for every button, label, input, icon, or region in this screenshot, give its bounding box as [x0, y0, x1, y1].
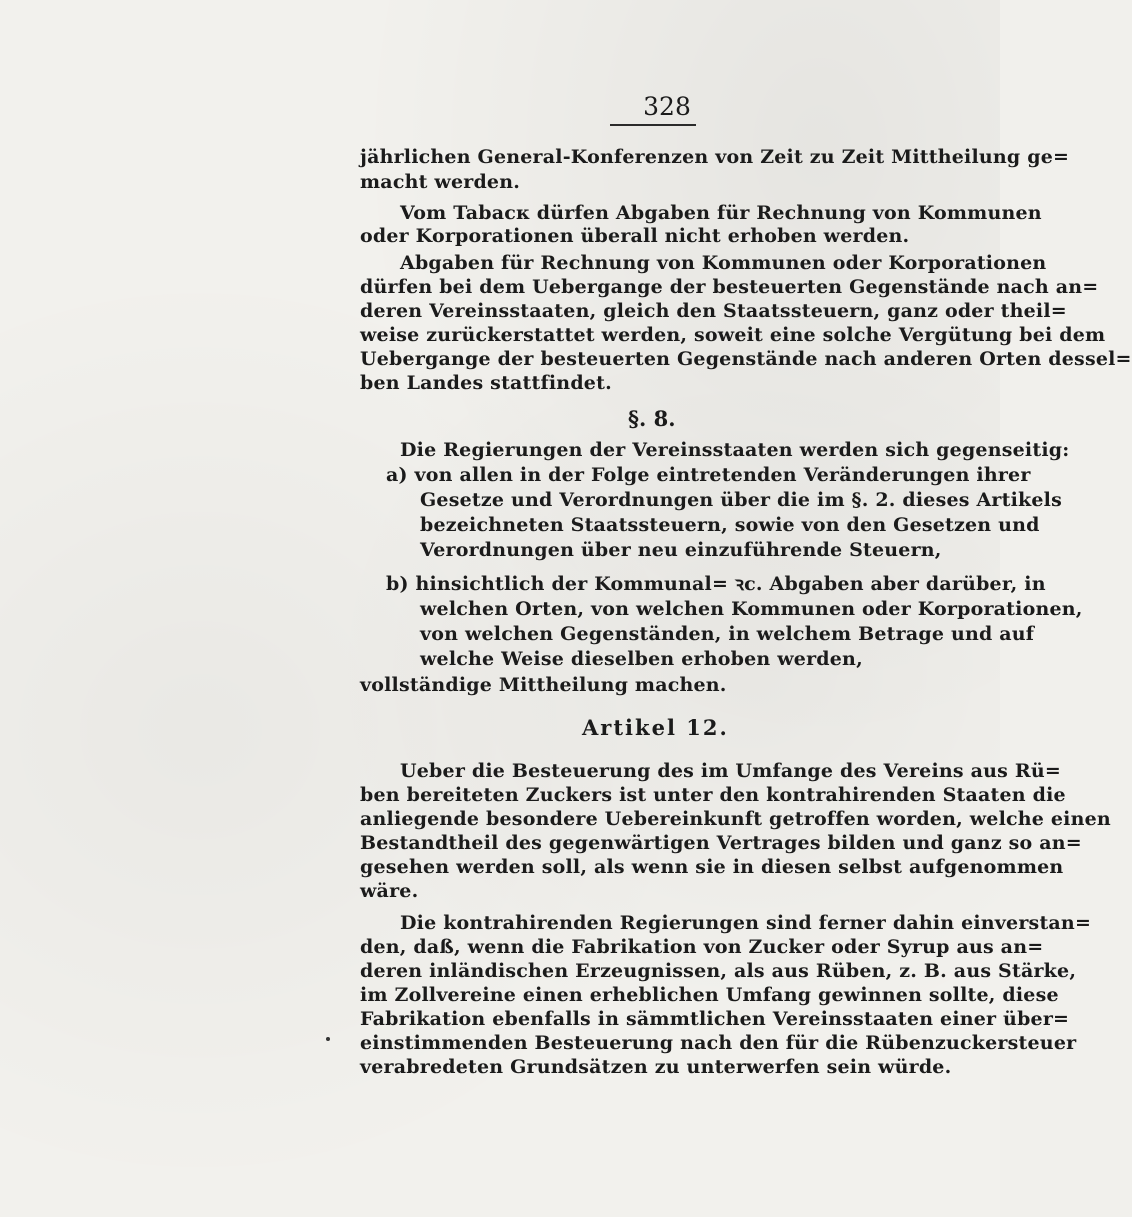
text-line: ben Landes stattfindet. — [360, 372, 612, 394]
text-line: vollständige Mittheilung machen. — [360, 674, 727, 696]
text-line: Ueber die Besteuerung des im Umfange des Vereins aus Rü= — [400, 760, 1061, 782]
text-line: Die Regierungen der Vereinsstaaten werden sich gegenseitig: — [400, 439, 1070, 461]
page-number-rule — [610, 124, 696, 126]
list-item-line: welche Weise dieselben erhoben werden, — [420, 648, 863, 670]
text-line: dürfen bei dem Uebergange der besteuerten Gegenstände nach an= — [360, 276, 1099, 298]
text-line: verabredeten Grundsätzen zu unterwerfen sein würde. — [360, 1056, 952, 1078]
text-line: den, daß, wenn die Fabrikation von Zucker oder Syrup aus an= — [360, 936, 1044, 958]
text-line: deren inländischen Erzeugnissen, als aus Rüben, z. B. aus Stärke, — [360, 960, 1077, 982]
list-item-line: b) hinsichtlich der Kommunal= ꝛc. Abgaben aber darüber, in — [386, 573, 1046, 595]
page-number: 328 — [643, 92, 691, 121]
text-line: Uebergange der besteuerten Gegenstände nach anderen Orten dessel= — [360, 348, 1132, 370]
text-line: oder Korporationen überall nicht erhoben werden. — [360, 225, 910, 247]
text-line: deren Vereinsstaaten, gleich den Staatssteuern, ganz oder theil= — [360, 300, 1067, 322]
text-line: weise zurückerstattet werden, soweit eine solche Vergütung bei dem — [360, 324, 1106, 346]
list-item-line: Gesetze und Verordnungen über die im §. 2. dieses Artikels — [420, 489, 1062, 511]
text-line: einstimmenden Besteuerung nach den für die Rübenzuckersteuer — [360, 1032, 1077, 1054]
section-heading: §. 8. — [628, 406, 676, 431]
text-line: Fabrikation ebenfalls in sämmtlichen Vereinsstaaten einer über= — [360, 1008, 1070, 1030]
text-line: Die kontrahirenden Regierungen sind ferner dahin einverstan= — [400, 912, 1092, 934]
text-line: Vom Tabacк dürfen Abgaben für Rechnung von Kommunen — [400, 202, 1042, 224]
text-line: im Zollvereine einen erheblichen Umfang gewinnen sollte, diese — [360, 984, 1059, 1006]
list-item-line: a) von allen in der Folge eintretenden Veränderungen ihrer — [386, 464, 1031, 486]
list-item-line: bezeichneten Staatssteuern, sowie von den Gesetzen und — [420, 514, 1040, 536]
list-item-line: Verordnungen über neu einzuführende Steuern, — [420, 539, 942, 561]
list-item-line: von welchen Gegenständen, in welchem Betrage und auf — [420, 623, 1035, 645]
margin-mark — [326, 1037, 330, 1041]
text-line: anliegende besondere Uebereinkunft getroffen worden, welche einen — [360, 808, 1111, 830]
text-line: Abgaben für Rechnung von Kommunen oder Korporationen — [400, 252, 1047, 274]
text-line: jährlichen General-Konferenzen von Zeit zu Zeit Mittheilung ge= — [360, 146, 1070, 168]
text-line: macht werden. — [360, 171, 521, 193]
text-line: ben bereiteten Zuckers ist unter den kontrahirenden Staaten die — [360, 784, 1066, 806]
list-item-line: welchen Orten, von welchen Kommunen oder Korporationen, — [420, 598, 1083, 620]
text-line: gesehen werden soll, als wenn sie in diesen selbst aufgenommen — [360, 856, 1064, 878]
text-line: Bestandtheil des gegenwärtigen Vertrages bilden und ganz so an= — [360, 832, 1082, 854]
text-line: wäre. — [360, 880, 419, 902]
article-heading: Artikel 12. — [582, 715, 729, 740]
